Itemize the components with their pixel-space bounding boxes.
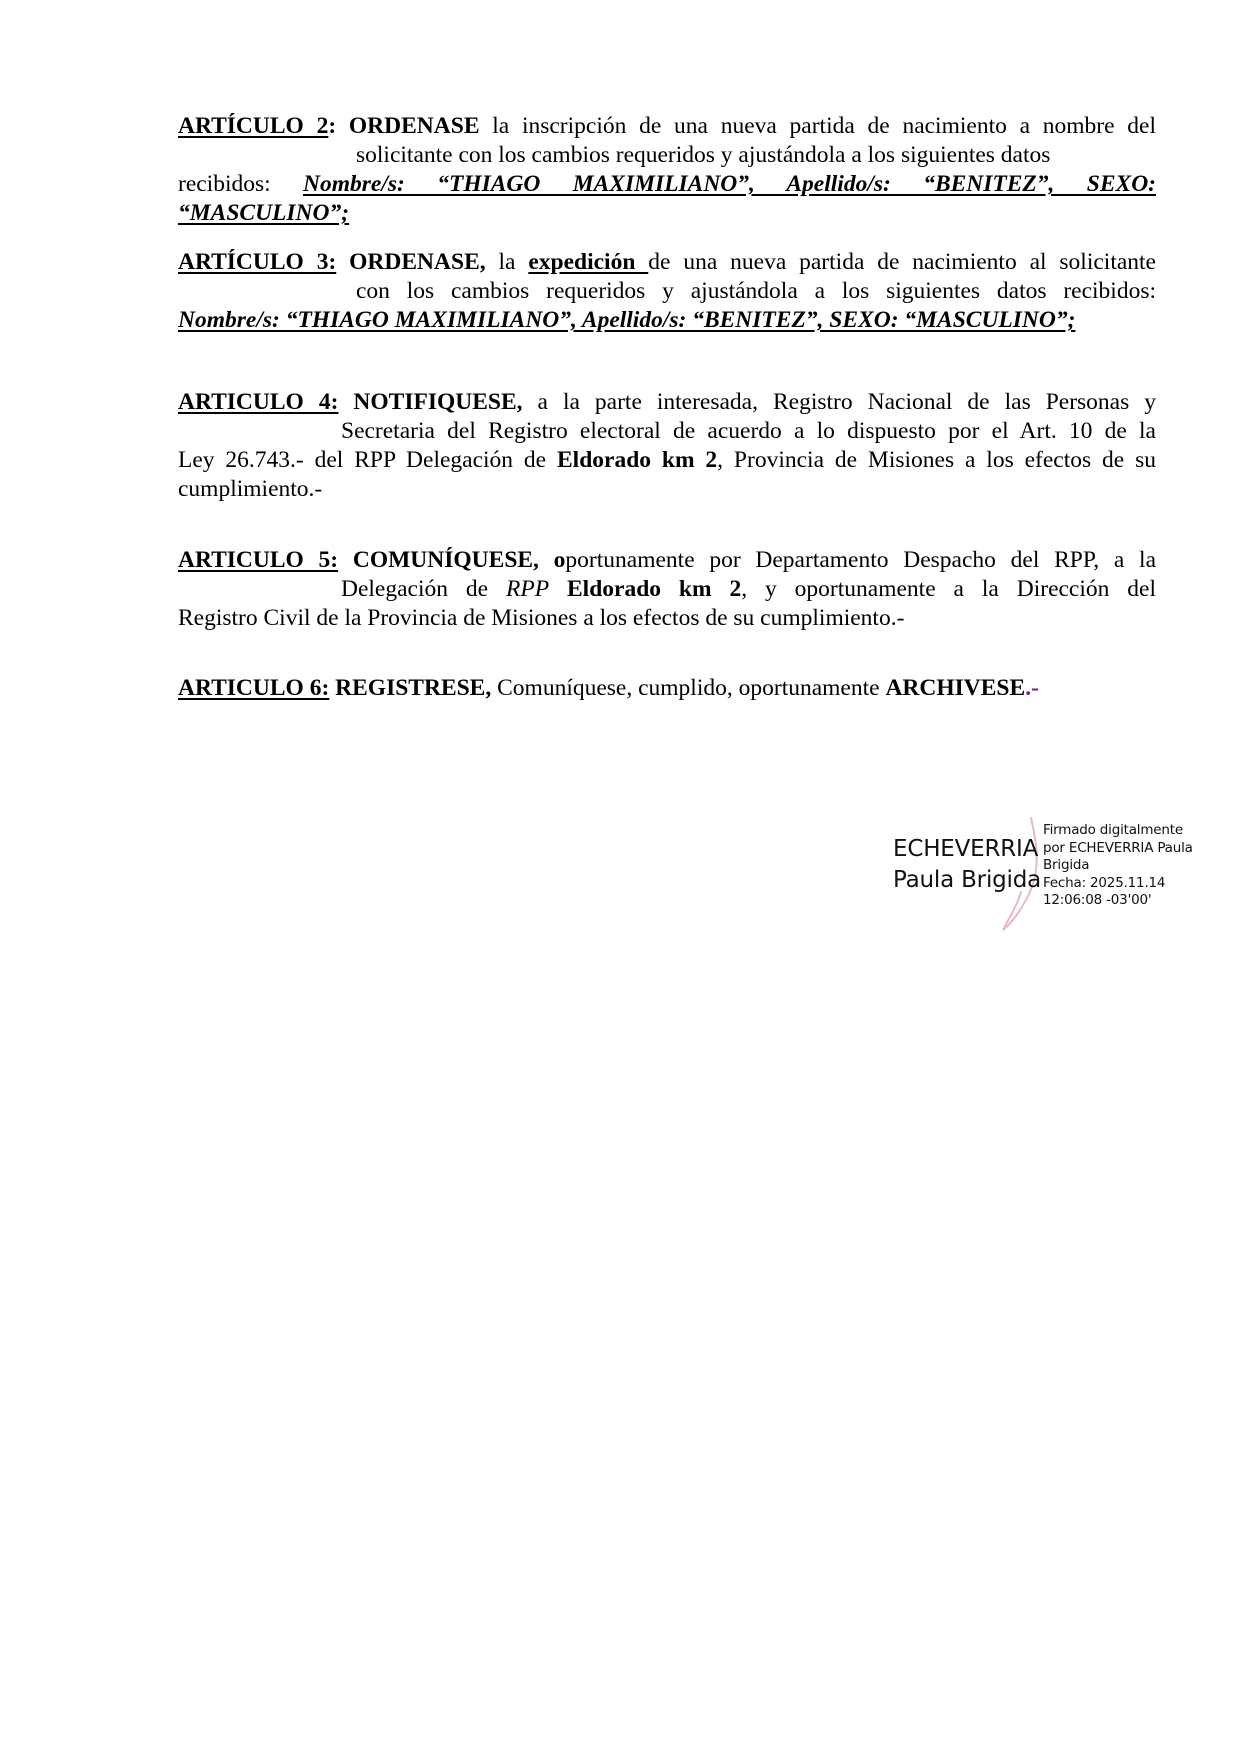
- article-5-verb: COMUNÍQUESE, o: [352, 547, 566, 573]
- article-2-new-data: Nombre/s: “THIAGO MAXIMILIANO”, Apellido/s: “BENITEZ”, SEXO:: [303, 171, 1156, 197]
- article-4-law-text: Ley 26.743.- del RPP Delegación de: [178, 447, 557, 473]
- signature-details: [1043, 822, 1193, 910]
- article-4-verb: NOTIFIQUESE,: [353, 389, 523, 415]
- article-3-verb: ORDENASE,: [349, 249, 486, 275]
- article-6-text: Comuníquese, cumplido, oportunamente: [491, 675, 886, 701]
- signature-date: Fecha: 2025.11.14: [1043, 874, 1166, 891]
- article-4-line-1: [178, 388, 1156, 417]
- article-4-line-4: cumplimiento.-: [178, 476, 323, 502]
- article-5-rpp: RPP: [506, 576, 550, 602]
- signer-name: [893, 834, 1041, 896]
- article-3-new-data: Nombre/s: “THIAGO MAXIMILIANO”, Apellido/s: “BENITEZ”, SEXO: “MASCULINO”;: [178, 307, 1076, 333]
- digital-signature: [893, 822, 1203, 922]
- article-5-line-1: [178, 546, 1156, 575]
- article-2-line-2: solicitante con los cambios requeridos y ajustándola a los siguientes datos: [356, 142, 1051, 168]
- article-2: [178, 112, 1156, 228]
- article-6-archivese: ARCHIVESE: [885, 675, 1026, 701]
- article-6-heading: ARTICULO 6:: [178, 675, 330, 701]
- article-3-heading: ARTÍCULO 3:: [178, 249, 337, 275]
- article-3-keyword: expedición: [528, 249, 649, 275]
- article-2-line-1-text: la inscripción de una nueva partida de nacimiento a nombre del: [479, 113, 1157, 139]
- signature-detail-line: Brigida: [1043, 857, 1090, 873]
- article-3-line-2: con los cambios requeridos y ajustándola a los siguientes datos recibidos:: [356, 278, 1156, 304]
- article-5-line-2: [178, 575, 1156, 604]
- article-2-sex-value: “MASCULINO”;: [178, 200, 350, 226]
- article-5-line-3: Registro Civil de la Provincia de Misiones a los efectos de su cumplimiento.-: [178, 605, 905, 631]
- signature-detail-line: por ECHEVERRIA Paula: [1043, 839, 1193, 856]
- article-4-heading: ARTICULO 4:: [178, 389, 339, 415]
- article-2-line-3: [178, 170, 1156, 199]
- article-3-line-3: [178, 306, 1156, 335]
- article-2-received-label: recibidos:: [178, 171, 304, 197]
- article-5-heading: ARTICULO 5:: [178, 547, 339, 573]
- article-5-line-2-text: , y oportunamente a la Dirección del: [741, 576, 1157, 602]
- article-2-colon: :: [328, 113, 337, 139]
- article-5-delegation: Eldorado km 2: [549, 576, 742, 602]
- article-4-line-1-text: a la parte interesada, Registro Nacional de las Personas y: [522, 389, 1156, 415]
- article-5-line-1-text: portunamente por Departamento Despacho del RPP, a la: [565, 547, 1157, 573]
- article-3-la: la: [485, 249, 529, 275]
- article-2-heading: ARTÍCULO 2: [178, 113, 329, 139]
- article-5: [178, 546, 1156, 633]
- signature-time: 12:06:08 -03'00': [1043, 892, 1152, 908]
- article-6-verb: REGISTRESE,: [335, 675, 492, 701]
- article-3: [178, 248, 1156, 335]
- article-3-line-1-text: de una nueva partida de nacimiento al solicitante: [648, 249, 1156, 275]
- article-4-line-3-text: , Provincia de Misiones a los efectos de su: [717, 447, 1156, 473]
- signer-surname: ECHEVERRIA: [893, 836, 1039, 862]
- article-4-line-3: [178, 446, 1156, 475]
- article-6-line-1: [178, 674, 1156, 703]
- article-2-line-1: [178, 112, 1156, 141]
- article-3-line-1: [178, 248, 1156, 277]
- article-2-verb: ORDENASE: [348, 113, 480, 139]
- article-4: [178, 388, 1156, 504]
- article-2-line-4: [178, 199, 1156, 228]
- article-5-delegation-label: Delegación de: [341, 576, 506, 602]
- signature-detail-line: Firmado digitalmente: [1043, 822, 1183, 838]
- article-6: [178, 674, 1156, 703]
- signer-given-names: Paula Brigida: [893, 867, 1042, 893]
- article-6-dash: .-: [1025, 675, 1039, 701]
- article-4-delegation: Eldorado km 2: [556, 447, 718, 473]
- article-4-line-2: Secretaria del Registro electoral de acuerdo a lo dispuesto por el Art. 10 de la: [341, 418, 1156, 444]
